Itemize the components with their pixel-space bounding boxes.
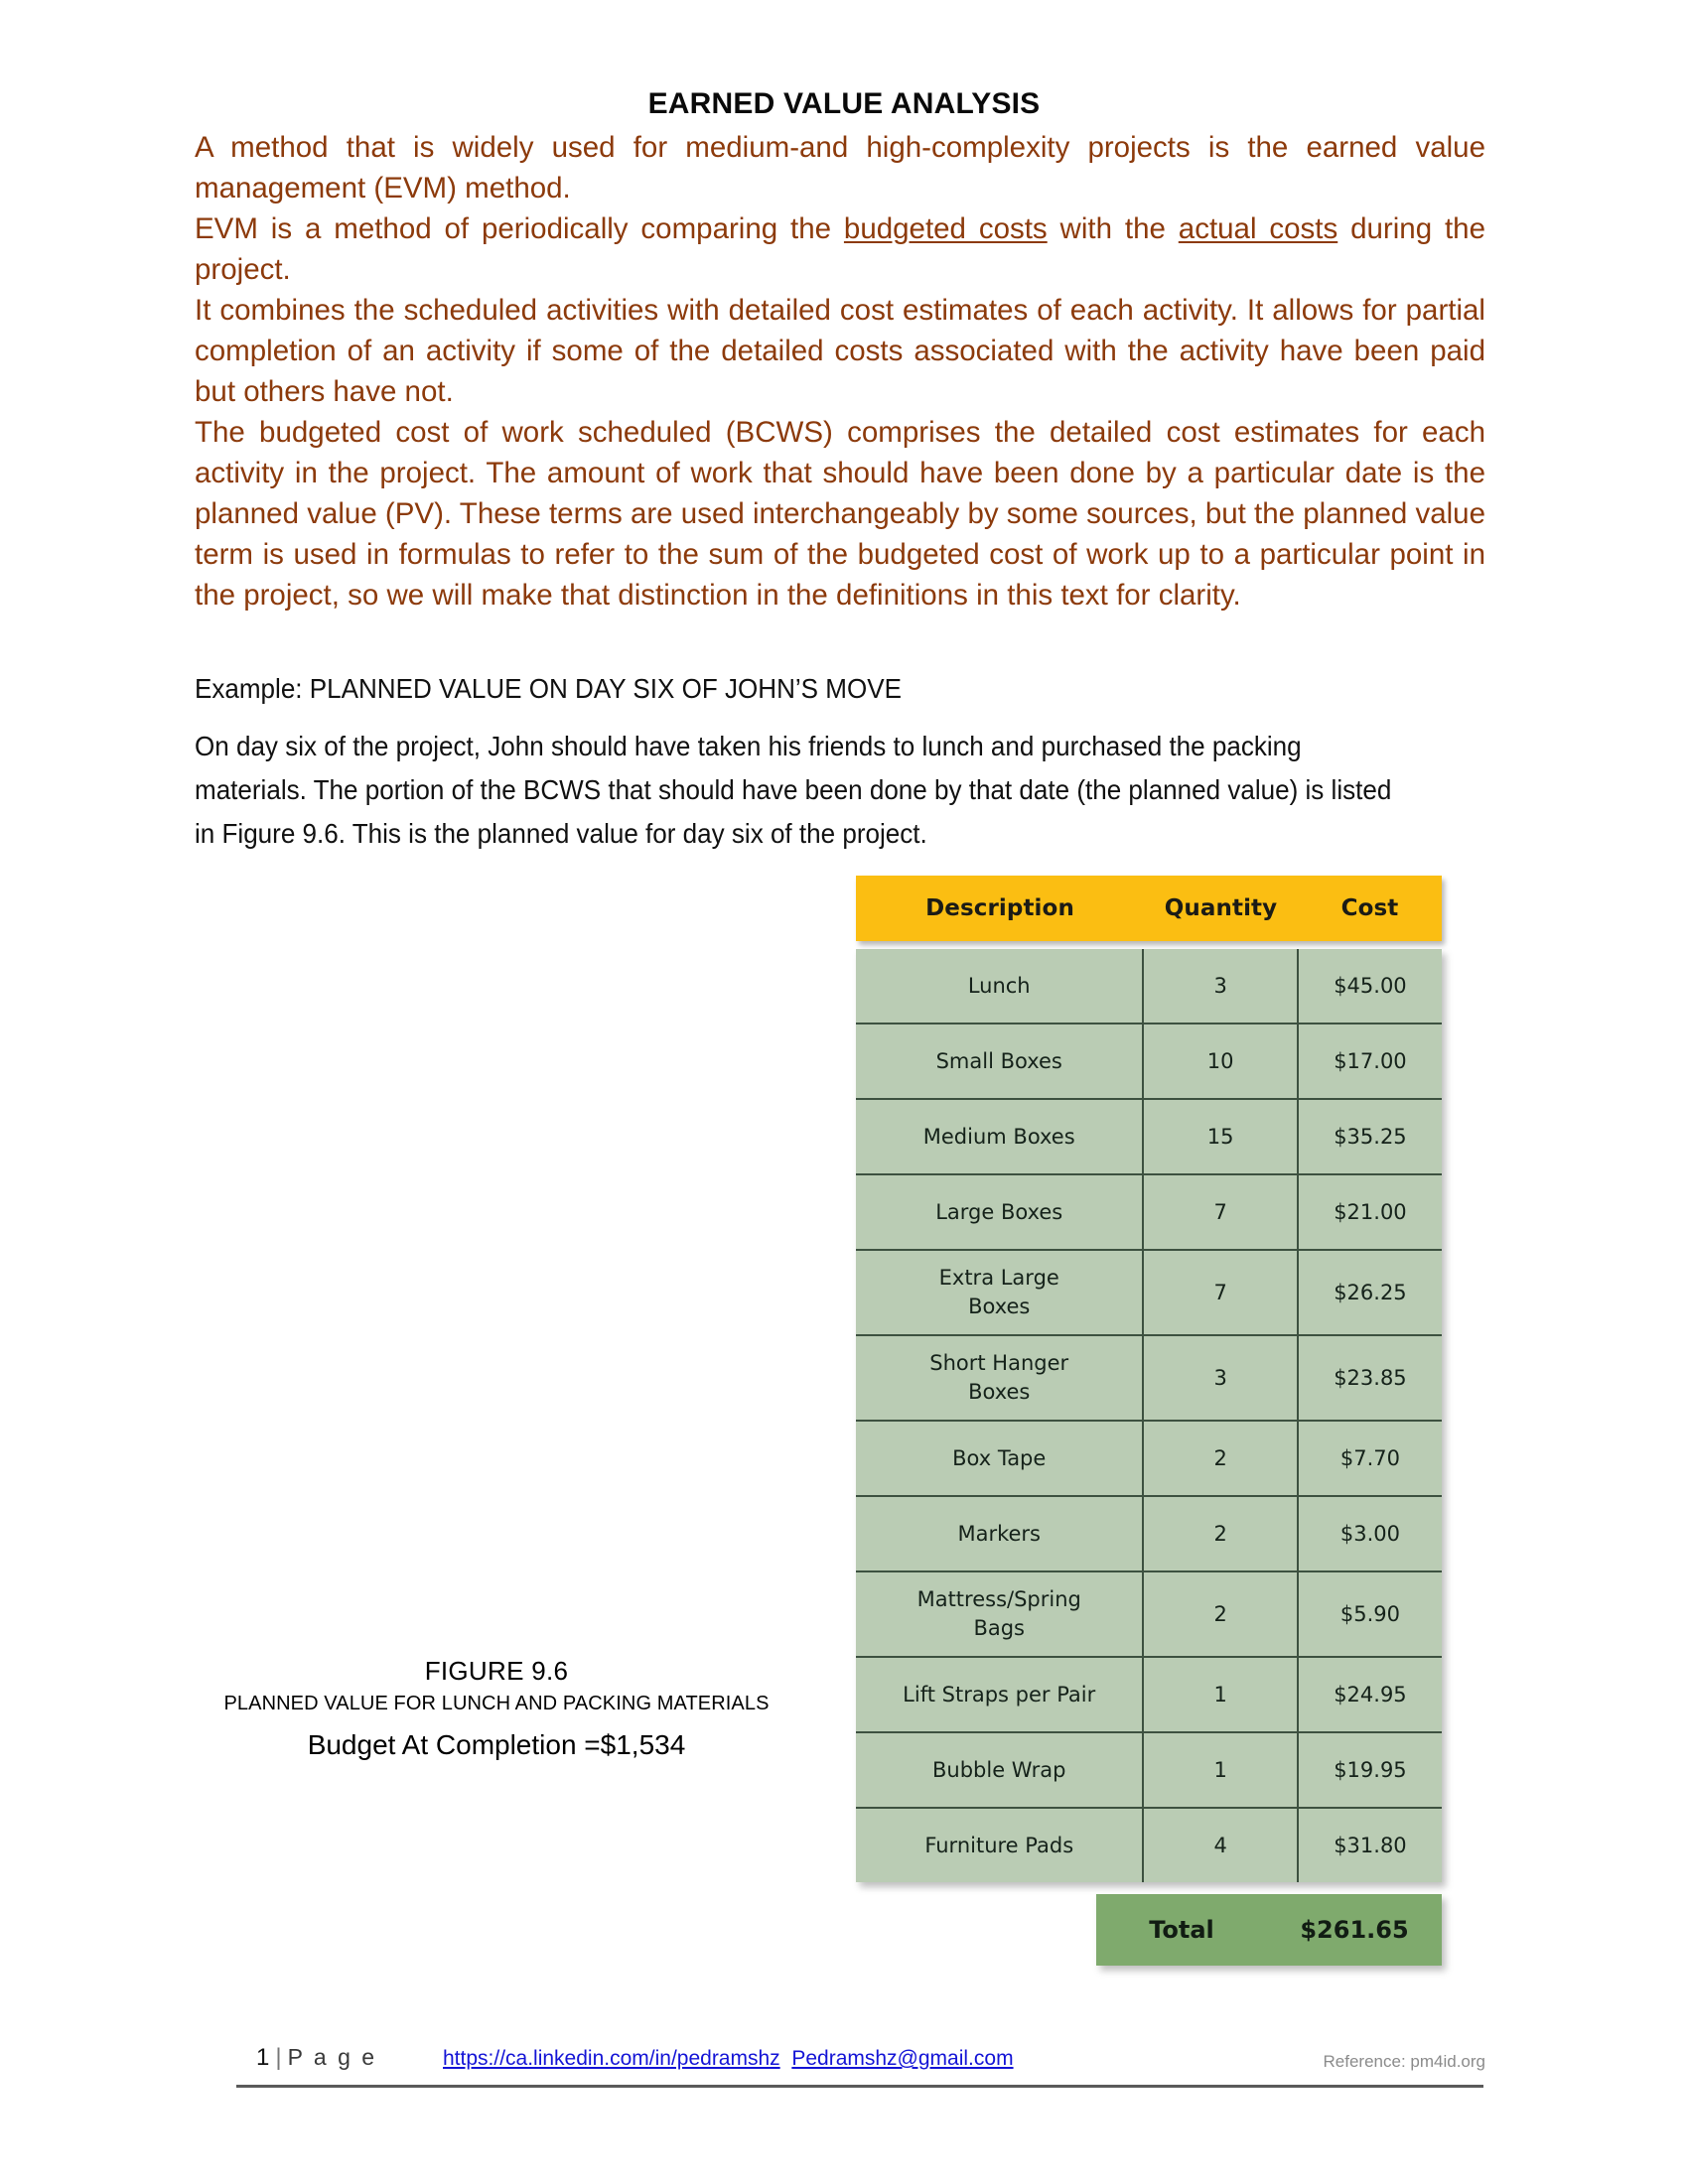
cell-cost: $45.00	[1334, 973, 1407, 998]
planned-value-table	[856, 876, 1442, 1882]
cell-cost: $19.95	[1298, 1732, 1442, 1808]
column-header-description: Description	[925, 895, 1074, 921]
para2-tail: during the project.	[195, 212, 1485, 286]
table-row	[856, 1732, 1442, 1808]
cell-quantity: 2	[1143, 1421, 1297, 1496]
table-row	[856, 1250, 1442, 1335]
footer-divider	[236, 2085, 1483, 2088]
cell-cost: $31.80	[1298, 1808, 1442, 1882]
cell-quantity: 7	[1143, 1250, 1297, 1335]
cell-quantity: 1	[1143, 1657, 1297, 1732]
cell-quantity: 15	[1143, 1099, 1297, 1174]
paragraph-3: It combines the scheduled activities with detailed cost estimates of each activity. It allows for partial completion of an activity if some of the detailed costs associated with the activity have been paid but others have not.	[195, 294, 1485, 408]
footer-links[interactable]	[443, 2047, 1014, 2071]
table-row	[856, 949, 1442, 1024]
cell-description: Small Boxes	[856, 1024, 1143, 1099]
column-header-quantity: Quantity	[1164, 895, 1278, 921]
page-title: EARNED VALUE ANALYSIS	[647, 87, 1041, 120]
paragraph-4: The budgeted cost of work scheduled (BCWS) comprises the detailed cost estimates for each activity in the project. The amount of work that should have been done by a particular date is the planned value (PV). These terms are used interchangeably by some sources, but the planned value term is used in formulas to refer to the sum of the budgeted cost of work up to a particular point in the project, so we will make that distinction in the definitions in this text for clarity.	[195, 416, 1485, 612]
table-row	[856, 1496, 1442, 1571]
table-row	[856, 1421, 1442, 1496]
table-row	[856, 1174, 1442, 1250]
cell-cost: $23.85	[1298, 1335, 1442, 1421]
cell-description: Extra Large Boxes	[856, 1250, 1143, 1335]
table-total-row	[1096, 1894, 1442, 1966]
para2-lead: EVM is a method of periodically comparing the	[195, 212, 844, 245]
para2-underline-budgeted-costs: budgeted costs	[843, 212, 1048, 245]
cell-quantity: 2	[1143, 1496, 1297, 1571]
budget-at-completion: Budget At Completion =$1,534	[307, 1729, 686, 1760]
cell-description: Mattress/Spring Bags	[856, 1571, 1143, 1657]
total-value: $261.65	[1300, 1916, 1409, 1944]
footer-page-number: 1	[256, 2044, 270, 2071]
table-row	[856, 1808, 1442, 1882]
cell-description: Lunch	[856, 949, 1143, 1024]
cell-description: Large Boxes	[856, 1174, 1143, 1250]
cell-cost: $35.25	[1298, 1099, 1442, 1174]
footer-reference: Reference: pm4id.org	[1323, 2052, 1485, 2071]
page-footer	[236, 2040, 1489, 2082]
cell-description: Medium Boxes	[856, 1099, 1143, 1174]
example-paragraph: On day six of the project, John should have taken his friends to lunch and purchased the packing materials. The portion of the BCWS that should have been done by that date (the planned value) is listed in Figure 9.6. This is the planned value for day six of the project.	[195, 731, 1392, 849]
example-heading: Example: PLANNED VALUE ON DAY SIX OF JOHN’S MOVE	[195, 673, 902, 704]
example-block	[195, 667, 1395, 856]
paragraph-1: A method that is widely used for medium-and high-complexity projects is the earned value management (EVM) method.	[195, 131, 1485, 205]
cell-cost: $17.00	[1298, 1024, 1442, 1099]
cell-quantity: 4	[1143, 1808, 1297, 1882]
cell-quantity: 3	[1143, 949, 1297, 1024]
cell-description: Short Hanger Boxes	[856, 1335, 1143, 1421]
para2-mid: with the	[1047, 212, 1179, 245]
cell-description: Lift Straps per Pair	[856, 1657, 1143, 1732]
cell-quantity: 3	[1143, 1335, 1297, 1421]
cell-quantity: 7	[1143, 1174, 1297, 1250]
footer-page-indicator	[256, 2044, 377, 2072]
example-spacer	[195, 711, 1395, 725]
cell-cost: $5.90	[1298, 1571, 1442, 1657]
cell-description: Markers	[856, 1496, 1143, 1571]
cell-cost: $24.95	[1298, 1657, 1442, 1732]
linkedin-link[interactable]: https://ca.linkedin.com/in/pedramshz	[443, 2047, 780, 2070]
body-text-block	[195, 127, 1485, 615]
figure-number: FIGURE 9.6	[424, 1656, 569, 1686]
table-grid	[856, 949, 1442, 1882]
cell-quantity: 1	[1143, 1732, 1297, 1808]
table-header-row	[856, 876, 1442, 941]
cell-cost: $21.00	[1298, 1174, 1442, 1250]
cell-description: Furniture Pads	[856, 1808, 1143, 1882]
cell-description: Box Tape	[856, 1421, 1143, 1496]
footer-page-word: P a g e	[287, 2044, 377, 2070]
email-link[interactable]: Pedramshz@gmail.com	[791, 2047, 1014, 2070]
figure-caption	[194, 1654, 799, 1767]
cell-cost: $3.00	[1298, 1496, 1442, 1571]
table-row	[856, 1657, 1442, 1732]
table-row	[856, 1024, 1442, 1099]
figure-subtitle: PLANNED VALUE FOR LUNCH AND PACKING MATERIALS	[223, 1693, 770, 1714]
column-header-cost: Cost	[1340, 895, 1399, 921]
paragraph-2	[195, 208, 1485, 290]
table-row	[856, 1335, 1442, 1421]
footer-page-separator: |	[275, 2044, 282, 2071]
para2-underline-actual-costs: actual costs	[1178, 212, 1338, 245]
cell-cost: $26.25	[1298, 1250, 1442, 1335]
cell-quantity: 2	[1143, 1571, 1297, 1657]
cell-cost: $7.70	[1298, 1421, 1442, 1496]
table-row	[856, 1099, 1442, 1174]
cell-description: Bubble Wrap	[856, 1732, 1143, 1808]
table-row	[856, 1571, 1442, 1657]
total-label: Total	[1149, 1916, 1214, 1944]
table-body	[856, 949, 1442, 1882]
cell-quantity: 10	[1143, 1024, 1297, 1099]
